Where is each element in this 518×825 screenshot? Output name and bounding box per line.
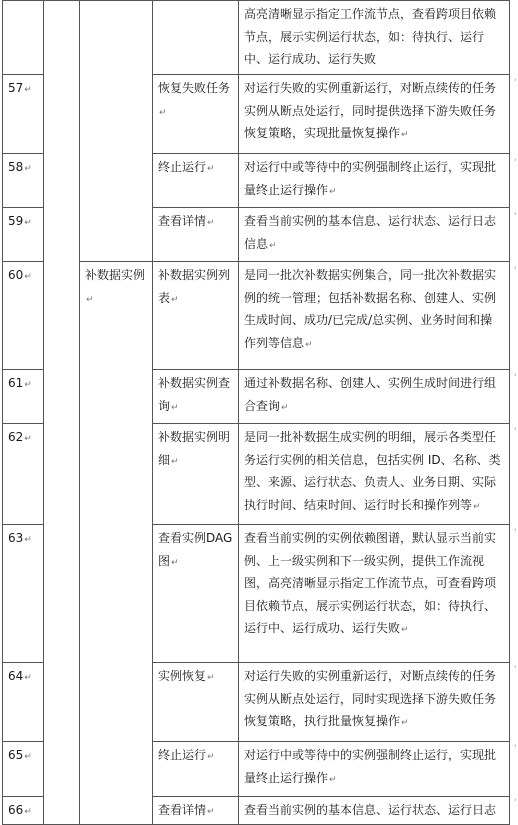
table-row [3, 1, 510, 75]
row-number: 62↵ [3, 424, 44, 525]
function-description: 查看当前实例的基本信息、运行状态、运行日志 [239, 797, 510, 825]
edge-mark: ' [514, 528, 517, 538]
group-cell: 补数据实例↵ [80, 262, 153, 825]
edge-mark: ' [514, 78, 517, 88]
edge-mark: ' [514, 427, 517, 437]
edge-mark: ' [514, 798, 517, 808]
function-name: 终止运行↵ [153, 154, 239, 208]
function-description: 是同一批补数据生成实例的明细，展示各类型任务运行实例的相关信息，包括实例 ID、名称、类型、来源、运行状态、负责人、业务日期、实际执行时间、结束时间、运行时长和操作列等↵ [239, 424, 510, 525]
row-number: 63↵ [3, 525, 44, 663]
row-number: 60↵ [3, 262, 44, 370]
function-description: 通过补数据名称、创建人、实例生成时间进行组合查询↵ [239, 370, 510, 424]
function-description: 对运行中或等待中的实例强制终止运行，实现批量终止运行操作↵ [239, 742, 510, 797]
row-number [3, 1, 44, 75]
row-number: 59↵ [3, 208, 44, 262]
function-description: 查看当前实例的基本信息、运行状态、运行日志信息↵ [239, 208, 510, 262]
function-table [2, 0, 510, 825]
edge-mark: ' [514, 373, 517, 383]
function-name: 补数据实例列表↵ [153, 262, 239, 370]
function-description: 高亮清晰显示指定工作流节点，查看跨项目依赖节点，展示实例运行状态，如：待执行、运行中、运行成功、运行失败 [239, 1, 510, 75]
edge-mark: ' [514, 665, 517, 675]
function-name: 补数据实例查询↵ [153, 370, 239, 424]
edge-mark: ' [514, 744, 517, 754]
function-description: 是同一批次补数据实例集合，同一批次补数据实例的统一管理；包括补数据名称、创建人、实例生成时间、成功/已完成/总实例、业务时间和操作列等信息↵ [239, 262, 510, 370]
edge-mark: ' [514, 158, 517, 168]
row-number: 65↵ [3, 742, 44, 797]
function-name: 补数据实例明细↵ [153, 424, 239, 525]
function-description: 查看当前实例的实例依赖图谱，默认显示当前实例、上一级实例和下一级实例，提供工作流视图，高亮清晰显示指定工作流节点，可查看跨项目依赖节点，展示实例运行状态，如：待执行、运行中、运行成功、运行失败↵ [239, 525, 510, 663]
function-name [153, 1, 239, 75]
table-row [3, 262, 510, 370]
function-name: 实例恢复↵ [153, 663, 239, 742]
function-description: 对运行中或等待中的实例强制终止运行，实现批量终止运行操作↵ [239, 154, 510, 208]
group-cell [80, 1, 153, 262]
function-name: 查看实例DAG 图↵ [153, 525, 239, 663]
row-number: 61↵ [3, 370, 44, 424]
function-description: 对运行失败的实例重新运行，对断点续传的任务实例从断点处运行，同时实现选择下游失败任务恢复策略，执行批量恢复操作↵ [239, 663, 510, 742]
row-number: 58↵ [3, 154, 44, 208]
function-description: 对运行失败的实例重新运行，对断点续传的任务实例从断点处运行，同时提供选择下游失败任务恢复策略，实现批量恢复操作↵ [239, 75, 510, 154]
edge-mark: ' [514, 266, 517, 276]
row-number: 66↵ [3, 797, 44, 825]
function-name: 查看详情↵ [153, 208, 239, 262]
row-number: 57↵ [3, 75, 44, 154]
function-name: 查看详情↵ [153, 797, 239, 825]
function-name: 恢复失败任务↵ [153, 75, 239, 154]
blank-column-cell [44, 1, 80, 825]
edge-mark: ' [514, 212, 517, 222]
row-number: 64↵ [3, 663, 44, 742]
function-name: 终止运行↵ [153, 742, 239, 797]
